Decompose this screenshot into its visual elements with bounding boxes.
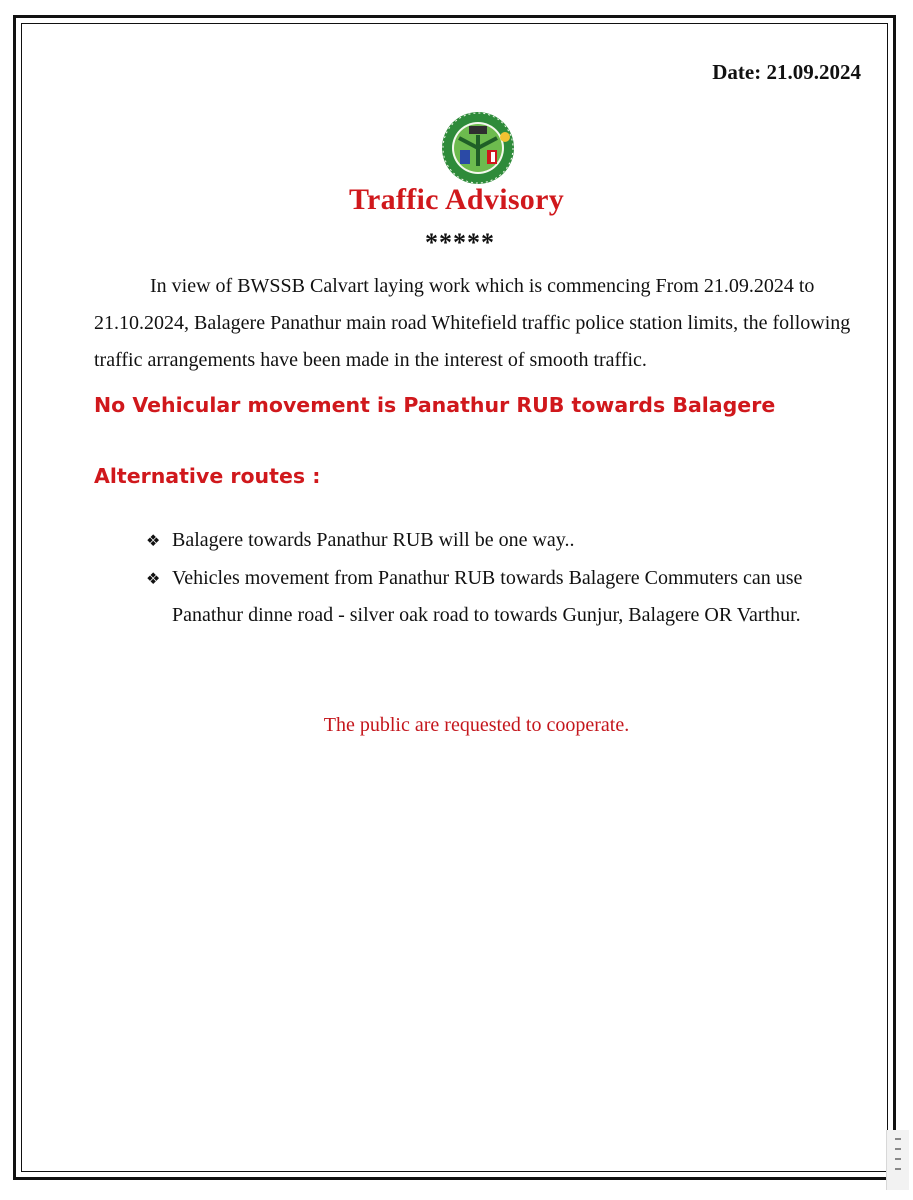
grip-line <box>895 1148 901 1150</box>
grip-line <box>895 1138 901 1140</box>
bengaluru-traffic-police-emblem-icon <box>433 108 523 188</box>
advisory-date <box>712 60 861 85</box>
list-item <box>146 522 846 559</box>
diamond-bullet-icon: ❖ <box>146 531 161 550</box>
list-item <box>146 560 846 634</box>
date-value: 21.09.2024 <box>766 60 861 84</box>
route-text: Balagere towards Panathur RUB will be one way.. <box>172 529 575 551</box>
traffic-police-logo <box>433 108 523 188</box>
no-vehicle-notice: No Vehicular movement is Panathur RUB towards Balagere <box>94 393 776 417</box>
alternative-routes-heading: Alternative routes : <box>94 464 321 488</box>
date-label: Date: <box>712 60 762 84</box>
grip-line <box>895 1158 901 1160</box>
grip-line <box>895 1168 901 1170</box>
route-text: Vehicles movement from Panathur RUB towards Balagere Commuters can use Panathur dinne road - silver oak road to towards Gunjur, Balagere OR Varthur. <box>172 567 803 626</box>
closing-request: The public are requested to cooperate. <box>323 714 630 736</box>
diamond-bullet-icon: ❖ <box>146 569 161 588</box>
advisory-title: Traffic Advisory <box>348 183 565 216</box>
alternative-routes-list <box>146 522 846 635</box>
scroll-handle[interactable] <box>886 1130 909 1190</box>
title-separator: ***** <box>425 228 495 257</box>
intro-paragraph: In view of BWSSB Calvart laying work which is commencing From 21.09.2024 to 21.10.2024, Balagere Panathur main road Whitefield traffic police station limits, the following traffic arrangements have been made in the interest of smooth traffic. <box>94 275 851 371</box>
